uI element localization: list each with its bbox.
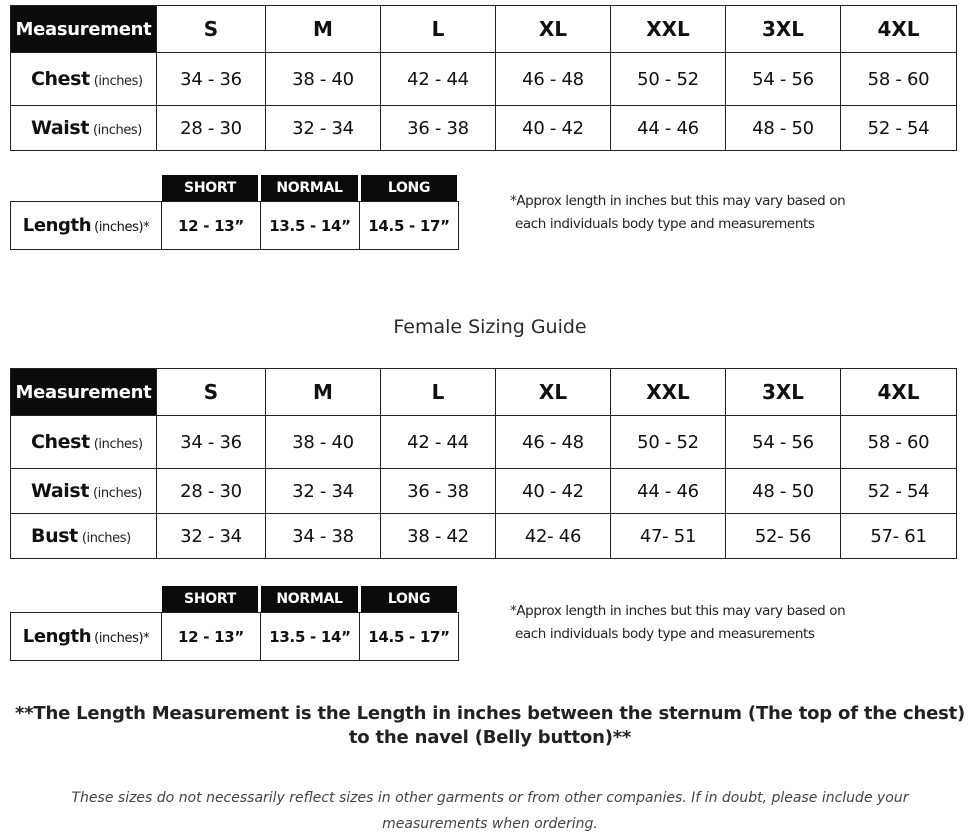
- length-header-long: LONG: [361, 175, 457, 201]
- header-size-s: S: [157, 369, 266, 416]
- cell-value: 36 - 38: [381, 106, 496, 151]
- note-line: to the navel (Belly button)**: [348, 727, 632, 748]
- note-line: measurements when ordering.: [382, 816, 598, 832]
- length-value-short: 12 - 13”: [162, 202, 261, 250]
- header-size-xl: XL: [496, 6, 611, 53]
- cell-value: 38 - 40: [266, 416, 381, 469]
- header-size-s: S: [157, 6, 266, 53]
- cell-value: 50 - 52: [611, 416, 726, 469]
- female-length-table: [10, 612, 459, 661]
- cell-value: 52 - 54: [841, 106, 957, 151]
- cell-value: 52- 56: [726, 514, 841, 559]
- header-size-4xl: 4XL: [841, 369, 957, 416]
- row-label-length: Length (inches)*: [11, 613, 162, 661]
- cell-value: 50 - 52: [611, 53, 726, 106]
- cell-value: 57- 61: [841, 514, 957, 559]
- cell-value: 42 - 44: [381, 416, 496, 469]
- length-approx-note: [510, 600, 950, 646]
- note-line: *Approx length in inches but this may vary based on: [510, 193, 846, 209]
- row-label-chest: Chest (inches): [11, 416, 157, 469]
- header-size-xxl: XXL: [611, 369, 726, 416]
- female-size-table: [10, 368, 957, 559]
- header-size-m: M: [266, 6, 381, 53]
- cell-value: 34 - 38: [266, 514, 381, 559]
- cell-value: 48 - 50: [726, 469, 841, 514]
- header-size-m: M: [266, 369, 381, 416]
- length-header-short: SHORT: [162, 175, 258, 201]
- female-sizing-title: Female Sizing Guide: [393, 316, 587, 338]
- length-header-normal: NORMAL: [261, 175, 358, 201]
- cell-value: 28 - 30: [157, 106, 266, 151]
- length-header-short: SHORT: [162, 586, 258, 612]
- cell-value: 44 - 46: [611, 106, 726, 151]
- cell-value: 32 - 34: [266, 469, 381, 514]
- row-label-chest: Chest (inches): [11, 53, 157, 106]
- cell-value: 40 - 42: [496, 469, 611, 514]
- length-header-normal: NORMAL: [261, 586, 358, 612]
- header-size-xl: XL: [496, 369, 611, 416]
- row-label-waist: Waist (inches): [11, 106, 157, 151]
- length-value-long: 14.5 - 17”: [360, 613, 459, 661]
- row-label-length: Length (inches)*: [11, 202, 162, 250]
- row-waist: [11, 106, 957, 151]
- length-measurement-note: [0, 702, 980, 750]
- note-line: *Approx length in inches but this may vary based on: [510, 603, 846, 619]
- length-approx-note: [510, 190, 950, 236]
- header-size-3xl: 3XL: [726, 369, 841, 416]
- length-value-long: 14.5 - 17”: [360, 202, 459, 250]
- cell-value: 32 - 34: [266, 106, 381, 151]
- row-chest: [11, 53, 957, 106]
- cell-value: 54 - 56: [726, 416, 841, 469]
- note-line: each individuals body type and measurements: [515, 216, 815, 232]
- row-bust: [11, 514, 957, 559]
- note-line: each individuals body type and measurements: [515, 626, 815, 642]
- cell-value: 47- 51: [611, 514, 726, 559]
- row-label-waist: Waist (inches): [11, 469, 157, 514]
- cell-value: 28 - 30: [157, 469, 266, 514]
- row-label-bust: Bust (inches): [11, 514, 157, 559]
- cell-value: 36 - 38: [381, 469, 496, 514]
- cell-value: 46 - 48: [496, 53, 611, 106]
- header-size-4xl: 4XL: [841, 6, 957, 53]
- header-size-3xl: 3XL: [726, 6, 841, 53]
- cell-value: 42- 46: [496, 514, 611, 559]
- sizing-disclaimer: [30, 785, 950, 837]
- length-value-short: 12 - 13”: [162, 613, 261, 661]
- cell-value: 38 - 40: [266, 53, 381, 106]
- cell-value: 52 - 54: [841, 469, 957, 514]
- length-header-long: LONG: [361, 586, 457, 612]
- cell-value: 54 - 56: [726, 53, 841, 106]
- cell-value: 58 - 60: [841, 416, 957, 469]
- length-value-normal: 13.5 - 14”: [261, 613, 360, 661]
- header-size-l: L: [381, 6, 496, 53]
- cell-value: 40 - 42: [496, 106, 611, 151]
- header-size-xxl: XXL: [611, 6, 726, 53]
- cell-value: 34 - 36: [157, 53, 266, 106]
- header-size-l: L: [381, 369, 496, 416]
- length-value-normal: 13.5 - 14”: [261, 202, 360, 250]
- header-measurement: Measurement: [11, 6, 157, 53]
- note-line: These sizes do not necessarily reflect sizes in other garments or from other companies. If in doubt, please include your: [71, 790, 909, 806]
- cell-value: 48 - 50: [726, 106, 841, 151]
- header-measurement: Measurement: [11, 369, 157, 416]
- cell-value: 32 - 34: [157, 514, 266, 559]
- male-length-table: [10, 201, 459, 250]
- cell-value: 34 - 36: [157, 416, 266, 469]
- cell-value: 58 - 60: [841, 53, 957, 106]
- cell-value: 46 - 48: [496, 416, 611, 469]
- cell-value: 38 - 42: [381, 514, 496, 559]
- cell-value: 42 - 44: [381, 53, 496, 106]
- male-size-table: [10, 5, 957, 151]
- row-chest: [11, 416, 957, 469]
- cell-value: 44 - 46: [611, 469, 726, 514]
- note-line: **The Length Measurement is the Length in inches between the sternum (The top of the chest): [14, 703, 966, 724]
- row-waist: [11, 469, 957, 514]
